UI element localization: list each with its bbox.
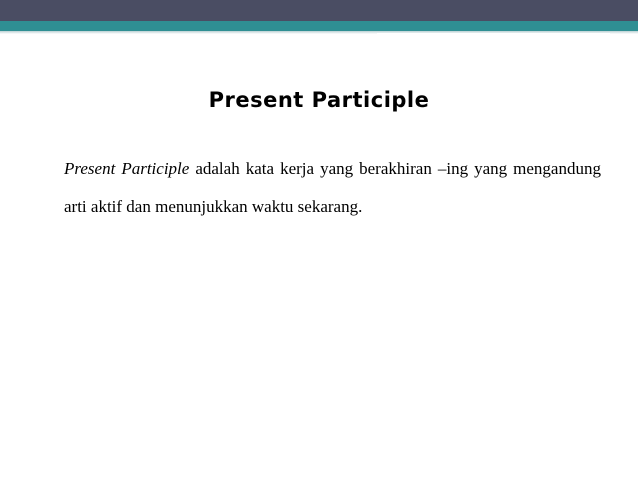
header-band-dark — [0, 0, 638, 21]
header-accent-line — [377, 33, 610, 35]
slide-body-paragraph — [64, 150, 601, 226]
header-accent-line-tertiary — [522, 38, 632, 39]
header-band-teal — [0, 21, 638, 31]
header-accent-line-secondary — [377, 38, 517, 40]
slide-title — [0, 88, 638, 112]
body-definition: adalah kata kerja yang berakhiran –ing yang mengandung arti aktif dan menunjukkan waktu sekarang. — [64, 159, 601, 216]
slide-title-text: Present Participle — [208, 88, 430, 112]
body-term: Present Participle — [64, 159, 190, 178]
